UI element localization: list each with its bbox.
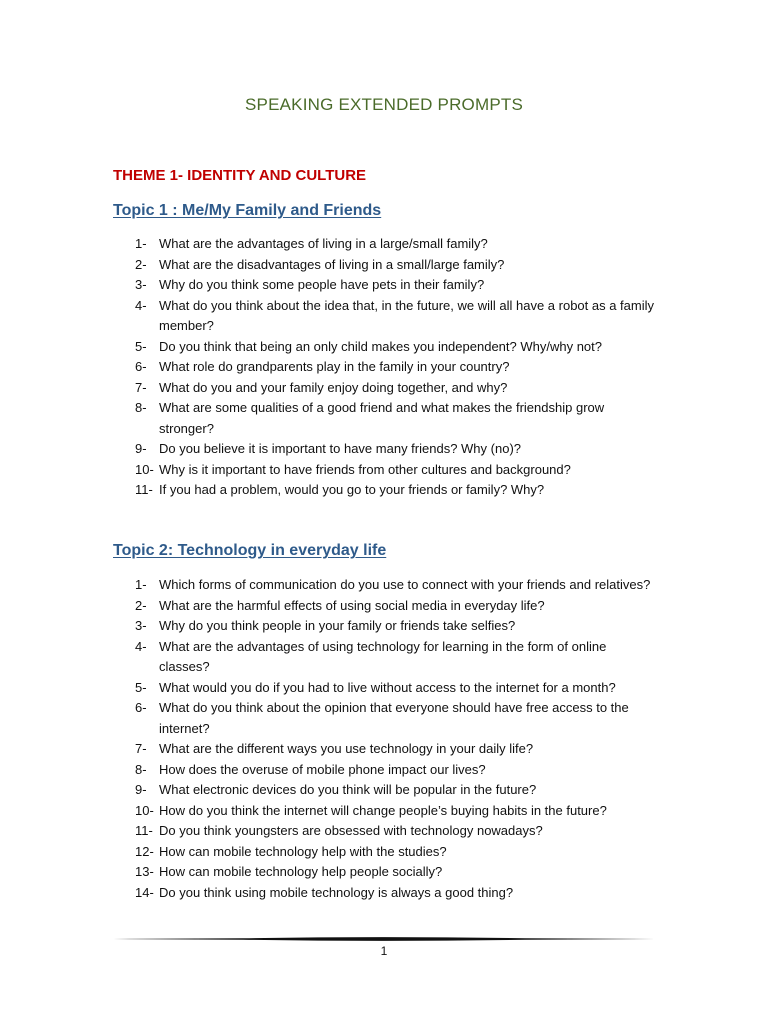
question-item: [135, 883, 655, 904]
question-number: 4-: [135, 297, 147, 313]
question-item: [135, 439, 655, 460]
question-text: What are the disadvantages of living in a small/large family?: [159, 256, 505, 272]
footer-divider: [113, 936, 655, 942]
question-number: 4-: [135, 638, 147, 654]
theme-heading: THEME 1- IDENTITY AND CULTURE: [113, 167, 367, 184]
question-item: [135, 637, 655, 678]
question-item: [135, 296, 655, 337]
question-item: [135, 780, 655, 801]
question-number: 9-: [135, 782, 147, 797]
question-number: 1-: [135, 236, 147, 251]
question-number: 8-: [135, 400, 147, 415]
question-item: [135, 234, 655, 255]
question-text: What are some qualities of a good friend and what makes the friendship grow stronger?: [159, 400, 605, 436]
question-number: 7-: [135, 741, 147, 756]
question-item: [135, 398, 655, 439]
question-number: 13-: [135, 864, 154, 879]
question-item: [135, 698, 655, 739]
question-number: 7-: [135, 379, 147, 395]
question-text: How do you think the internet will change people’s buying habits in the future?: [159, 802, 607, 818]
question-text: What do you and your family enjoy doing together, and why?: [159, 379, 508, 395]
question-number: 1-: [135, 577, 147, 592]
topic-2-heading: Topic 2: Technology in everyday life: [113, 542, 387, 559]
question-item: [135, 357, 655, 378]
question-text: What electronic devices do you think will be popular in the future?: [159, 782, 537, 797]
topic-2-question-list: [135, 575, 655, 903]
question-number: 2-: [135, 256, 147, 272]
question-item: [135, 678, 655, 699]
question-number: 6-: [135, 700, 147, 715]
document-title: SPEAKING EXTENDED PROMPTS: [245, 95, 523, 114]
question-text: What do you think about the opinion that everyone should have free access to the internet?: [159, 700, 629, 736]
question-text: What are the harmful effects of using social media in everyday life?: [159, 597, 545, 613]
question-item: [135, 801, 655, 822]
question-text: How can mobile technology help people socially?: [159, 864, 443, 879]
question-text: Do you think that being an only child makes you independent? Why/why not?: [159, 338, 602, 354]
question-number: 9-: [135, 441, 147, 456]
question-number: 8-: [135, 761, 147, 777]
question-item: [135, 275, 655, 296]
question-text: What do you think about the idea that, in the future, we will all have a robot as a family member?: [159, 297, 655, 333]
question-item: [135, 575, 655, 596]
question-item: [135, 337, 655, 358]
question-text: Why do you think people in your family or friends take selfies?: [159, 618, 516, 633]
question-item: [135, 739, 655, 760]
question-text: Do you think youngsters are obsessed with technology nowadays?: [159, 823, 543, 838]
page-number: 1: [380, 944, 388, 958]
question-number: 5-: [135, 338, 147, 354]
topic-1-question-list: [135, 234, 655, 501]
question-text: Do you think using mobile technology is always a good thing?: [159, 884, 514, 900]
question-item: [135, 596, 655, 617]
question-item: [135, 378, 655, 399]
question-number: 10-: [135, 461, 154, 477]
question-number: 14-: [135, 884, 154, 900]
question-number: 6-: [135, 359, 147, 374]
question-text: How can mobile technology help with the studies?: [159, 843, 447, 859]
question-text: Why do you think some people have pets in their family?: [159, 277, 485, 292]
question-number: 11-: [135, 823, 153, 838]
question-text: What are the advantages of living in a large/small family?: [159, 236, 488, 251]
question-text: What are the advantages of using technology for learning in the form of online classes?: [159, 638, 607, 674]
question-text: What role do grandparents play in the family in your country?: [159, 359, 510, 374]
question-text: How does the overuse of mobile phone impact our lives?: [159, 761, 486, 777]
question-item: [135, 842, 655, 863]
question-text: What are the different ways you use technology in your daily life?: [159, 741, 534, 756]
question-number: 3-: [135, 618, 147, 633]
question-item: [135, 760, 655, 781]
question-text: Which forms of communication do you use to connect with your friends and relatives?: [159, 577, 651, 592]
question-number: 10-: [135, 802, 154, 818]
question-item: [135, 821, 655, 842]
question-item: [135, 616, 655, 637]
question-number: 5-: [135, 679, 147, 695]
question-text: What would you do if you had to live without access to the internet for a month?: [159, 679, 616, 695]
question-number: 2-: [135, 597, 147, 613]
topic-1-heading: Topic 1 : Me/My Family and Friends: [113, 202, 382, 219]
question-text: Do you believe it is important to have many friends? Why (no)?: [159, 441, 522, 456]
question-item: [135, 480, 655, 501]
question-text: Why is it important to have friends from other cultures and background?: [159, 461, 571, 477]
question-item: [135, 255, 655, 276]
question-item: [135, 862, 655, 883]
question-number: 12-: [135, 843, 154, 859]
question-number: 3-: [135, 277, 147, 292]
question-item: [135, 460, 655, 481]
question-text: If you had a problem, would you go to your friends or family? Why?: [159, 482, 545, 497]
question-number: 11-: [135, 482, 153, 497]
